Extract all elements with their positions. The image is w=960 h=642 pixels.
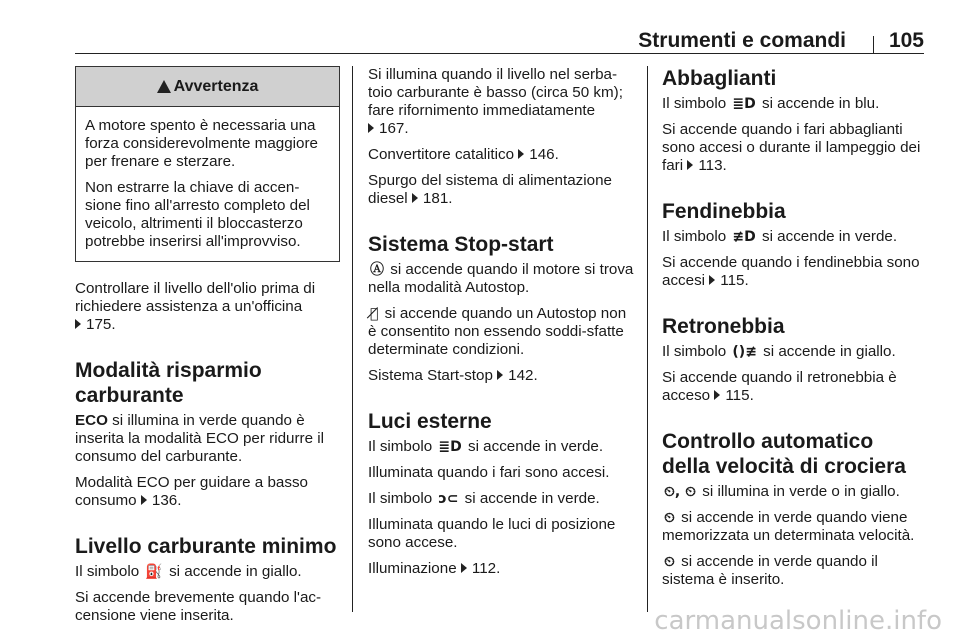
stop-start-a-paragraph: [368, 261, 636, 297]
position2-paragraph: Illuminata quando le luci di posizione sono accese.: [368, 516, 616, 551]
position-suffix: si accende in verde.: [464, 490, 600, 507]
fog2-text: Si accende quando i fendinebbia sono accesi: [662, 254, 920, 289]
lights-prefix: Il simbolo: [368, 438, 433, 455]
warning-heading: Avvertenza: [173, 77, 259, 95]
cruise3-text: si accende in verde quando il sistema è inserito.: [662, 553, 878, 588]
oil-paragraph: [75, 280, 340, 334]
high-beam2-text: Si accende quando i fari abbaglianti sono accesi o durante il lampeggio dei fari: [662, 121, 921, 174]
fuel-suffix: si accende in giallo.: [169, 563, 302, 580]
cruise3-paragraph: [662, 553, 926, 589]
fog-paragraph: [662, 228, 926, 246]
stop-start-ref[interactable]: 142.: [508, 367, 538, 384]
stop-start-a-text: si accende quando il motore si trova nella modalità Autostop.: [368, 261, 634, 296]
fuel3-paragraph: [368, 66, 636, 138]
rear-fog-light-icon: ()≢: [732, 344, 757, 360]
eco-label: ECO: [75, 412, 108, 429]
cruise-paragraph: [662, 483, 926, 501]
column-3: [662, 66, 926, 597]
lights-suffix: si accende in verde.: [467, 438, 604, 455]
fog2-paragraph: [662, 254, 926, 290]
stop-start-heading: Sistema Stop-start: [368, 233, 554, 256]
diesel-ref[interactable]: 181.: [422, 190, 453, 207]
page-ref-arrow-icon: [497, 370, 503, 380]
warning-paragraph-1: A motore spento è necessaria una forza considerevolmente maggiore per frenare e sterzare.: [85, 117, 318, 170]
page-ref-arrow-icon: [412, 193, 418, 203]
oil-text: Controllare il livello dell'olio prima di richiedere assistenza a un'officina: [75, 280, 316, 315]
high-beam-heading: Abbaglianti: [662, 67, 777, 90]
catalytic-ref[interactable]: 146.: [529, 146, 559, 163]
illumination-paragraph: [368, 560, 636, 578]
cruise2-paragraph: [662, 509, 926, 545]
stop-start-b-text: si accende quando un Autostop non è consentito non essendo soddi-sfatte determinate condizioni.: [368, 305, 627, 358]
column-2: [368, 66, 636, 586]
fog-prefix: Il simbolo: [662, 228, 727, 245]
eco2-paragraph: [75, 474, 340, 510]
exterior-lights-heading: Luci esterne: [368, 410, 492, 433]
rear-fog-prefix: Il simbolo: [662, 343, 727, 360]
rear-fog-suffix: si accende in giallo.: [763, 343, 896, 360]
eco-heading: Modalità risparmio carburante: [75, 359, 262, 407]
warning-box: [75, 66, 340, 262]
position-paragraph: [368, 490, 636, 508]
fuel3-ref[interactable]: 167.: [379, 120, 409, 137]
header-rule: [75, 53, 924, 54]
position-prefix: Il simbolo: [368, 490, 433, 507]
column-divider-1: [352, 66, 353, 612]
fuel-paragraph: [75, 563, 340, 581]
warning-paragraph-2: Non estrarre la chiave di accen-sione fino all'arresto completo del veicolo, altrimenti il bloccasterzo potrebbe inserirsi all'improvviso.: [85, 179, 310, 250]
stop-start-ref-paragraph: [368, 367, 636, 385]
page-ref-arrow-icon: [518, 149, 524, 159]
rear-fog2-text: Si accende quando il retronebbia è acceso: [662, 369, 897, 404]
cruise-text: si illumina in verde o in giallo.: [702, 483, 900, 500]
cruise-control-icon: ⏲, ⏲: [664, 484, 697, 500]
fuel3-text: Si illumina quando il livello nel serba-toio carburante è basso (circa 50 km); fare rifornimento immediatamente: [368, 66, 623, 119]
page-ref-arrow-icon: [141, 495, 147, 505]
watermark: carmanualsonline.info: [654, 606, 942, 636]
column-1: [75, 66, 340, 633]
page-section-title: Strumenti e comandi: [638, 29, 846, 52]
stop-start-b-paragraph: [368, 305, 636, 359]
rear-fog-paragraph: [662, 343, 926, 361]
lights2-paragraph: Illuminata quando i fari sono accesi.: [368, 464, 610, 481]
page-ref-arrow-icon: [687, 160, 693, 170]
autostop-icon: Ⓐ: [370, 262, 384, 278]
warning-body: [76, 107, 339, 261]
cruise2-text: si accende in verde quando viene memorizzata un determinata velocità.: [662, 509, 915, 544]
rear-fog2-paragraph: [662, 369, 926, 405]
autostop-unavailable-icon: Ⓐ̸: [370, 306, 379, 322]
page-ref-arrow-icon: [75, 319, 81, 329]
cruise-set-icon: ⏲: [664, 510, 675, 526]
headlight-icon: ≣D: [438, 439, 462, 455]
illumination-text: Illuminazione: [368, 560, 457, 577]
page-ref-arrow-icon: [461, 563, 467, 573]
illumination-ref[interactable]: 112.: [471, 560, 501, 577]
fuel-prefix: Il simbolo: [75, 563, 140, 580]
fog-suffix: si accende in verde.: [761, 228, 898, 245]
eco2-ref[interactable]: 136.: [151, 492, 182, 509]
column-divider-2: [647, 66, 648, 612]
high-beam-suffix: si accende in blu.: [761, 95, 880, 112]
oil-ref[interactable]: 175.: [86, 316, 116, 333]
catalytic-paragraph: [368, 146, 636, 164]
fog2-ref[interactable]: 115.: [720, 272, 749, 289]
page-ref-arrow-icon: [714, 390, 720, 400]
rear-fog-heading: Retronebbia: [662, 315, 785, 338]
cruise-control-heading: Controllo automatico della velocità di crociera: [662, 430, 906, 478]
position-lights-icon: ↄ⊂: [438, 491, 459, 507]
eco2-text: Modalità ECO per guidare a basso consumo: [75, 474, 309, 509]
lights-paragraph: [368, 438, 636, 456]
warning-header: [76, 67, 339, 107]
high-beam2-ref[interactable]: 113.: [698, 157, 727, 174]
stop-start-ref-text: Sistema Start-stop: [368, 367, 493, 384]
catalytic-text: Convertitore catalitico: [368, 146, 515, 163]
fuel2-paragraph: Si accende brevemente quando l'ac-censione viene inserita.: [75, 589, 322, 624]
high-beam-icon: ≣D: [732, 96, 756, 112]
high-beam-prefix: Il simbolo: [662, 95, 727, 112]
fog-light-icon: ≢D: [732, 229, 756, 245]
warning-triangle-icon: [157, 80, 171, 93]
diesel-text: Spurgo del sistema di alimentazione diesel: [368, 172, 612, 207]
high-beam2-paragraph: [662, 121, 926, 175]
fuel-heading: Livello carburante minimo: [75, 535, 337, 558]
diesel-paragraph: [368, 172, 636, 208]
high-beam-paragraph: [662, 95, 926, 113]
page-ref-arrow-icon: [709, 275, 715, 285]
page-ref-arrow-icon: [368, 123, 374, 133]
rear-fog2-ref[interactable]: 115.: [725, 387, 754, 404]
fog-lights-heading: Fendinebbia: [662, 200, 786, 223]
eco-text: si illumina in verde quando è inserita la modalità ECO per ridurre il consumo del carburante.: [75, 412, 324, 465]
cruise-active-icon: ⏲: [664, 554, 675, 570]
eco-paragraph: [75, 412, 340, 466]
page-number: 105: [888, 29, 924, 52]
header-divider-tick: [873, 36, 874, 53]
fuel-pump-icon: ⛽: [145, 564, 163, 580]
